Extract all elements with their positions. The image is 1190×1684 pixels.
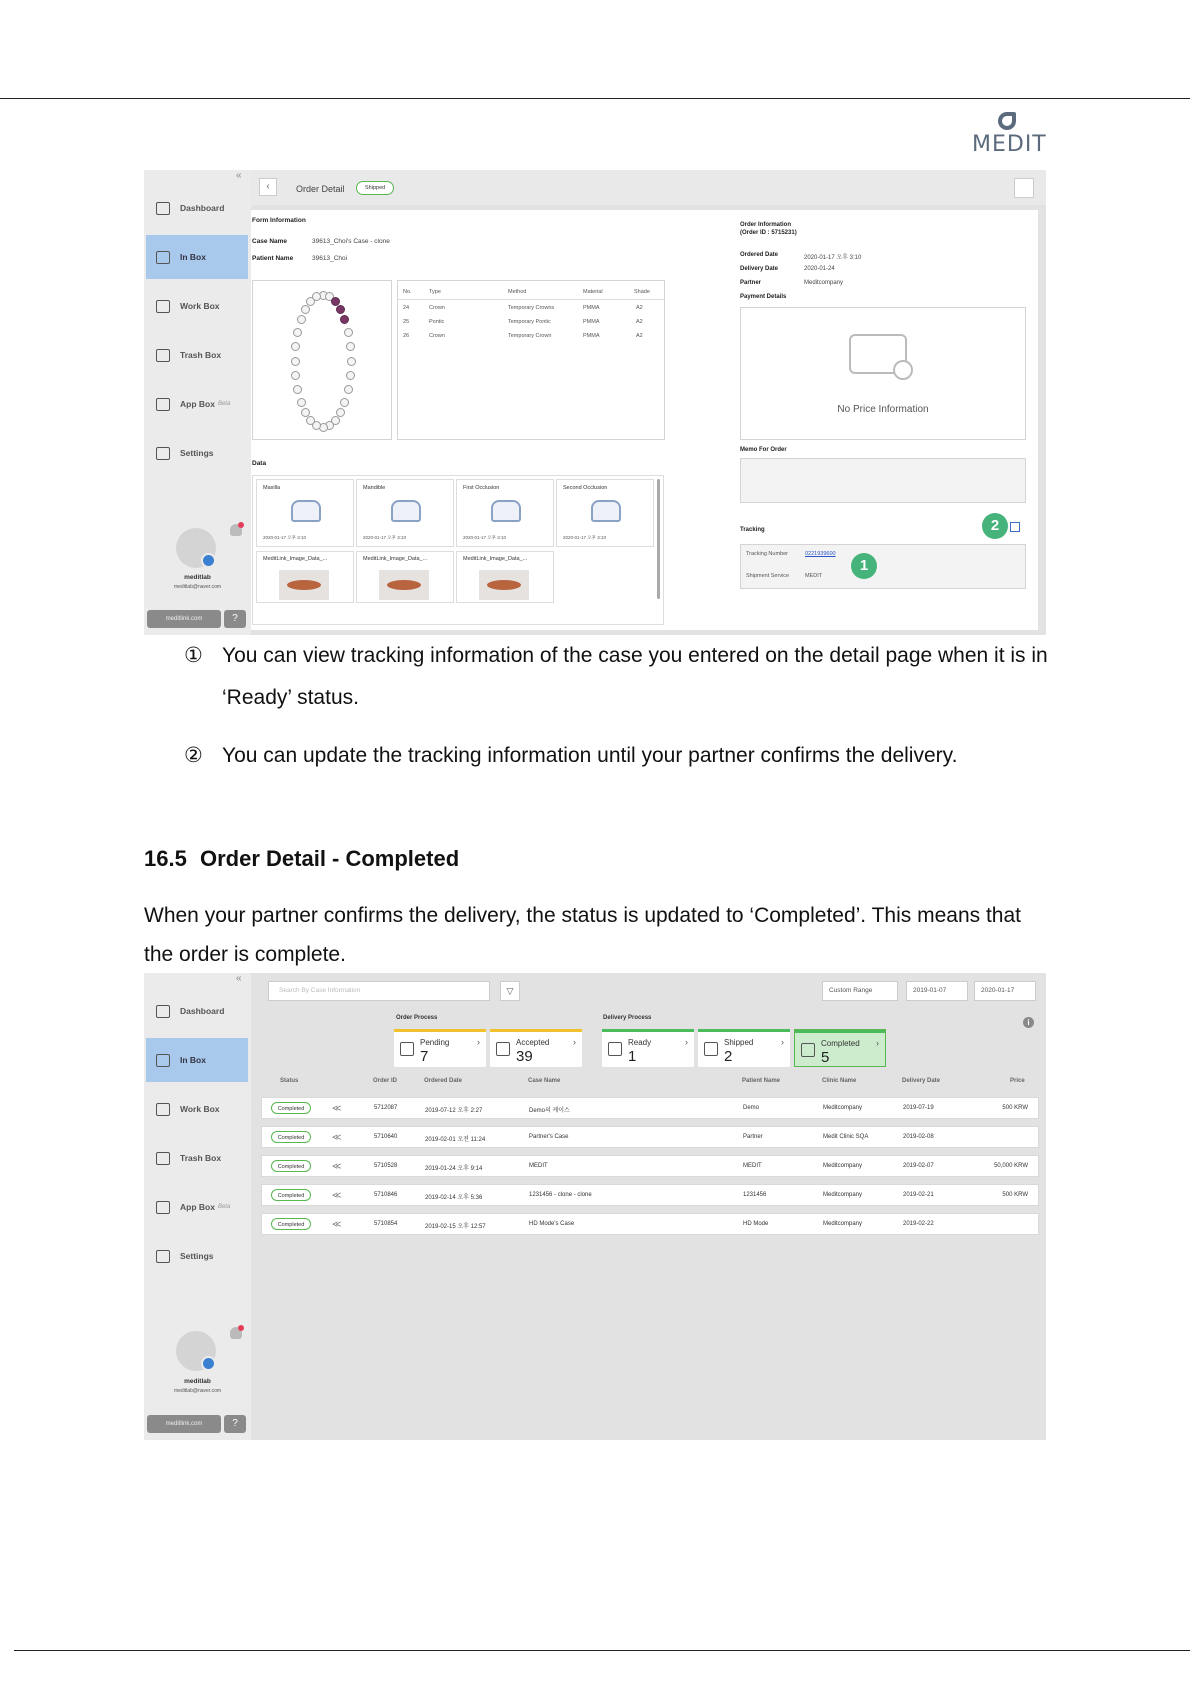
delivery-date-label: Delivery Date (740, 266, 779, 272)
shipment-service-label: Shipment Service (746, 573, 790, 579)
share-icon[interactable]: ≪ (332, 1132, 342, 1142)
section-title: Order Detail - Completed (200, 846, 460, 871)
dental-photo (279, 570, 329, 600)
tooth[interactable] (297, 398, 306, 407)
stage-bar (698, 1029, 790, 1032)
notification-dot (238, 1325, 244, 1331)
col-clinic-name[interactable]: Clinic Name (822, 1078, 857, 1084)
section-para-line-2: the order is complete. (144, 943, 346, 966)
tooth[interactable] (336, 305, 345, 314)
info-icon[interactable]: i (1023, 1017, 1034, 1028)
data-card-second-occlusion[interactable]: Second Occlusion 2020-01-17 오후 3:10 (556, 479, 654, 547)
date-from-input[interactable]: 2019-01-07 (906, 981, 968, 1001)
help-button[interactable]: ? (224, 610, 246, 628)
tooth[interactable] (297, 315, 306, 324)
order-process-label: Order Process (396, 1015, 438, 1021)
sidebar-item-dashboard[interactable]: Dashboard (146, 186, 248, 230)
notification-dot (238, 522, 244, 528)
scan-model-icon (591, 500, 621, 522)
tooth[interactable] (347, 357, 356, 366)
shipment-service-value: MEDIT (805, 573, 823, 579)
tooth[interactable] (291, 342, 300, 351)
table-cell: Pontic (429, 319, 445, 325)
meditlink-site-button[interactable]: meditlink.com (147, 1415, 221, 1433)
table-cell: PMMA (583, 305, 600, 311)
shipped-icon (704, 1042, 718, 1056)
chevron-right-icon: › (876, 1038, 879, 1048)
col-status[interactable]: Status (280, 1078, 299, 1084)
accepted-icon (496, 1042, 510, 1056)
data-card-first-occlusion[interactable]: First Occlusion 2020-01-17 오후 3:10 (456, 479, 554, 547)
memo-label: Memo For Order (740, 447, 787, 453)
dashboard-icon (156, 202, 170, 215)
gear-icon[interactable] (201, 1356, 216, 1371)
tracking-number-link[interactable]: 0221939600 (805, 551, 836, 557)
edit-icon[interactable] (1010, 522, 1020, 532)
memo-field[interactable] (740, 458, 1026, 503)
status-badge: Completed (271, 1189, 311, 1201)
table-row[interactable]: Completed ≪ 5712087 2019-07-12 오후 2:27 Demo의 케이스 Demo Meditcompany 2019-07-19 500 KRW (261, 1097, 1039, 1119)
appbox-icon (156, 1201, 170, 1214)
dental-photo (379, 570, 429, 600)
medit-logo (972, 112, 1047, 157)
search-input[interactable]: Search By Case Information (268, 981, 490, 1001)
stage-pending[interactable]: Pending 7 › (394, 1029, 486, 1067)
tooth[interactable] (293, 385, 302, 394)
th-material: Material (583, 289, 603, 295)
chevron-right-icon: › (573, 1037, 576, 1047)
workbox-icon (156, 300, 170, 313)
tooth[interactable] (291, 357, 300, 366)
table-row[interactable]: Completed ≪ 5710528 2019-01-24 오후 9:14 MEDIT MEDIT Meditcompany 2019-02-07 50,000 KRW (261, 1155, 1039, 1177)
settings-icon (156, 447, 170, 460)
inbox-icon (156, 1054, 170, 1067)
ready-icon (608, 1042, 622, 1056)
order-id: (Order ID : 5715231) (740, 230, 797, 236)
notification-bell-icon[interactable] (230, 524, 242, 536)
callout-2: 2 (982, 513, 1008, 539)
status-badge: Completed (271, 1218, 311, 1230)
tooth[interactable] (346, 342, 355, 351)
chevron-right-icon: › (685, 1037, 688, 1047)
tooth[interactable] (340, 398, 349, 407)
user-email: meditlab@naver.com (173, 584, 222, 590)
user-email: meditlab@naver.com (173, 1388, 222, 1394)
prosthesis-table (397, 280, 665, 440)
case-name-label: Case Name (252, 238, 288, 245)
tooth[interactable] (291, 371, 300, 380)
order-info-title: Order Information (740, 222, 792, 228)
patient-name-label: Patient Name (252, 255, 294, 262)
table-cell: Crown (429, 333, 445, 339)
th-no: No. (403, 289, 412, 295)
callout-1: 1 (851, 553, 877, 579)
table-cell: Temporary Crown (508, 333, 552, 339)
data-card-mandible[interactable]: Mandible 2020-01-17 오후 3:10 (356, 479, 454, 547)
table-cell: 26 (403, 333, 410, 339)
partner-value: Meditcompany (804, 280, 844, 286)
share-icon[interactable]: ≪ (332, 1103, 342, 1113)
appbox-icon (156, 398, 170, 411)
collapse-icon[interactable]: « (236, 170, 242, 181)
chevron-right-icon: › (781, 1037, 784, 1047)
stage-ready[interactable]: Ready 1 › (602, 1029, 694, 1067)
data-title: Data (252, 460, 267, 467)
avatar[interactable] (176, 528, 216, 568)
sidebar-item-appbox[interactable]: App Box Beta (146, 382, 248, 426)
delivery-process-label: Delivery Process (603, 1015, 652, 1021)
tooth[interactable] (344, 385, 353, 394)
scan-model-icon (391, 500, 421, 522)
note-2-number: ② (184, 744, 203, 767)
top-rule (0, 98, 1190, 99)
note-2-line-1: You can update the tracking information until your partner confirms the delivery. (222, 744, 958, 767)
workbox-icon (156, 1103, 170, 1116)
gallery-scrollbar[interactable] (657, 479, 660, 599)
sidebar-item-inbox[interactable]: In Box (146, 1038, 248, 1082)
tooth[interactable] (312, 292, 321, 301)
tracking-label: Tracking (740, 527, 765, 533)
bottom-rule (14, 1650, 1190, 1651)
col-delivery-date[interactable]: Delivery Date (902, 1078, 941, 1084)
notification-bell-icon[interactable] (230, 1327, 242, 1339)
table-cell: 25 (403, 319, 410, 325)
col-case-name[interactable]: Case Name (528, 1078, 561, 1084)
tooth[interactable] (301, 305, 310, 314)
date-to-input[interactable]: 2020-01-17 (974, 981, 1036, 1001)
note-1-number: ① (184, 644, 203, 667)
col-patient-name[interactable]: Patient Name (742, 1078, 781, 1084)
medit-logo-text: MEDIT (972, 132, 1047, 157)
tooth[interactable] (293, 328, 302, 337)
collapse-icon[interactable]: « (236, 973, 242, 984)
page-title: Order Detail (296, 184, 345, 194)
dental-photo (479, 570, 529, 600)
image-card[interactable]: MeditLink_Image_Data_... (256, 551, 354, 603)
stage-accepted[interactable]: Accepted 39 › (490, 1029, 582, 1067)
payment-details-box (740, 307, 1026, 440)
payment-details-label: Payment Details (740, 294, 787, 300)
image-card[interactable]: MeditLink_Image_Data_... (456, 551, 554, 603)
delivery-date-value: 2020-01-24 (804, 266, 835, 272)
back-button[interactable]: ‹ (259, 178, 277, 196)
table-cell: PMMA (583, 319, 600, 325)
stage-bar (490, 1029, 582, 1032)
sidebar-item-workbox[interactable]: Work Box (146, 1087, 248, 1131)
data-card-maxilla[interactable]: Maxilla 2020-01-17 오후 3:10 (256, 479, 354, 547)
sidebar-item-trashbox[interactable]: Trash Box (146, 333, 248, 377)
note-1-line-2: ‘Ready’ status. (222, 686, 359, 709)
table-cell: Crown (429, 305, 445, 311)
filter-icon[interactable]: ▽ (500, 981, 520, 1001)
table-row[interactable]: Completed ≪ 5710846 2019-02-14 오후 5:36 1231456 - clone - clone 1231456 Meditcompany 2019-02-21 500 KRW (261, 1184, 1039, 1206)
no-price-text: No Price Information (837, 404, 929, 415)
help-button[interactable]: ? (224, 1415, 246, 1433)
table-row[interactable]: Completed ≪ 5710640 2019-02-01 오전 11:24 Partner's Case Partner Medit Clinic SQA 2019-02-08 (261, 1126, 1039, 1148)
share-icon[interactable]: ≪ (332, 1190, 342, 1200)
th-method: Method (508, 289, 527, 295)
trash-icon (156, 1152, 170, 1165)
trash-icon (156, 349, 170, 362)
share-icon[interactable]: ≪ (332, 1161, 342, 1171)
avatar[interactable] (176, 1331, 216, 1371)
sidebar-item-settings[interactable]: Settings (146, 431, 248, 475)
tracking-box (740, 544, 1026, 589)
share-icon[interactable]: ≪ (332, 1219, 342, 1229)
col-order-id[interactable]: Order ID (373, 1078, 398, 1084)
stage-bar (795, 1030, 885, 1033)
patient-name-value: 39613_Choi (312, 255, 348, 262)
section-number: 16.5 (144, 846, 187, 871)
stage-shipped[interactable]: Shipped 2 › (698, 1029, 790, 1067)
status-badge: Shipped (356, 181, 394, 195)
table-divider (398, 299, 664, 300)
status-badge: Completed (271, 1102, 311, 1114)
sidebar-item-workbox[interactable]: Work Box (146, 284, 248, 328)
sidebar-item-trashbox[interactable]: Trash Box (146, 1136, 248, 1180)
form-info-title: Form Information (252, 217, 306, 224)
tracking-number-label: Tracking Number (746, 551, 788, 557)
medit-logo-icon (998, 112, 1016, 130)
tooth-chart[interactable] (252, 280, 392, 440)
print-button[interactable] (1014, 178, 1034, 198)
inbox-icon (156, 251, 170, 264)
status-badge: Completed (271, 1160, 311, 1172)
th-type: Type (429, 289, 441, 295)
sidebar-item-inbox[interactable]: In Box (146, 235, 248, 279)
settings-icon (156, 1250, 170, 1263)
case-name-value: 39613_Choi's Case - clone (312, 238, 390, 245)
sidebar-item-settings[interactable]: Settings (146, 1234, 248, 1278)
th-shade: Shade (634, 289, 650, 295)
pending-icon (400, 1042, 414, 1056)
table-cell: Temporary Pontic (508, 319, 551, 325)
partner-label: Partner (740, 280, 762, 286)
stage-completed[interactable]: Completed 5 › (794, 1029, 886, 1067)
table-cell: A2 (636, 305, 643, 311)
meditlink-site-button[interactable]: meditlink.com (147, 610, 221, 628)
col-price[interactable]: Price (1010, 1078, 1025, 1084)
sidebar (144, 170, 251, 635)
table-row[interactable]: Completed ≪ 5710854 2019-02-15 오후 12:57 HD Mode's Case HD Mode Meditcompany 2019-02-22 (261, 1213, 1039, 1235)
table-cell: A2 (636, 319, 643, 325)
section-para-line-1: When your partner confirms the delivery, the status is updated to ‘Completed’. This means that (144, 904, 1021, 927)
table-cell: 24 (403, 305, 410, 311)
status-badge: Completed (271, 1131, 311, 1143)
dashboard-icon (156, 1005, 170, 1018)
no-price-icon (849, 334, 907, 374)
scan-model-icon (491, 500, 521, 522)
col-ordered-date[interactable]: Ordered Date (424, 1078, 463, 1084)
table-cell: Temporary Crowns (508, 305, 555, 311)
tooth[interactable] (346, 371, 355, 380)
note-1-line-1: You can view tracking information of the case you entered on the detail page when it is in (222, 644, 1048, 667)
sidebar-item-dashboard[interactable]: Dashboard (146, 989, 248, 1033)
tooth[interactable] (340, 315, 349, 324)
date-range-select[interactable]: Custom Range (822, 981, 898, 1001)
stage-bar (602, 1029, 694, 1032)
scan-model-icon (291, 500, 321, 522)
stage-bar (394, 1029, 486, 1032)
sidebar-item-appbox[interactable]: App Box Beta (146, 1185, 248, 1229)
completed-icon (801, 1043, 815, 1057)
tooth[interactable] (344, 328, 353, 337)
chevron-right-icon: › (477, 1037, 480, 1047)
sidebar (144, 973, 251, 1440)
image-card[interactable]: MeditLink_Image_Data_... (356, 551, 454, 603)
ordered-date-label: Ordered Date (740, 252, 779, 258)
table-cell: PMMA (583, 333, 600, 339)
order-detail-screenshot (144, 170, 1046, 635)
user-name: meditlab (184, 1378, 211, 1385)
ordered-date-value: 2020-01-17 오후 3:10 (804, 255, 862, 261)
user-name: meditlab (184, 574, 211, 581)
inbox-completed-screenshot (144, 973, 1046, 1440)
gear-icon[interactable] (201, 553, 216, 568)
table-cell: A2 (636, 333, 643, 339)
data-gallery (252, 475, 664, 625)
